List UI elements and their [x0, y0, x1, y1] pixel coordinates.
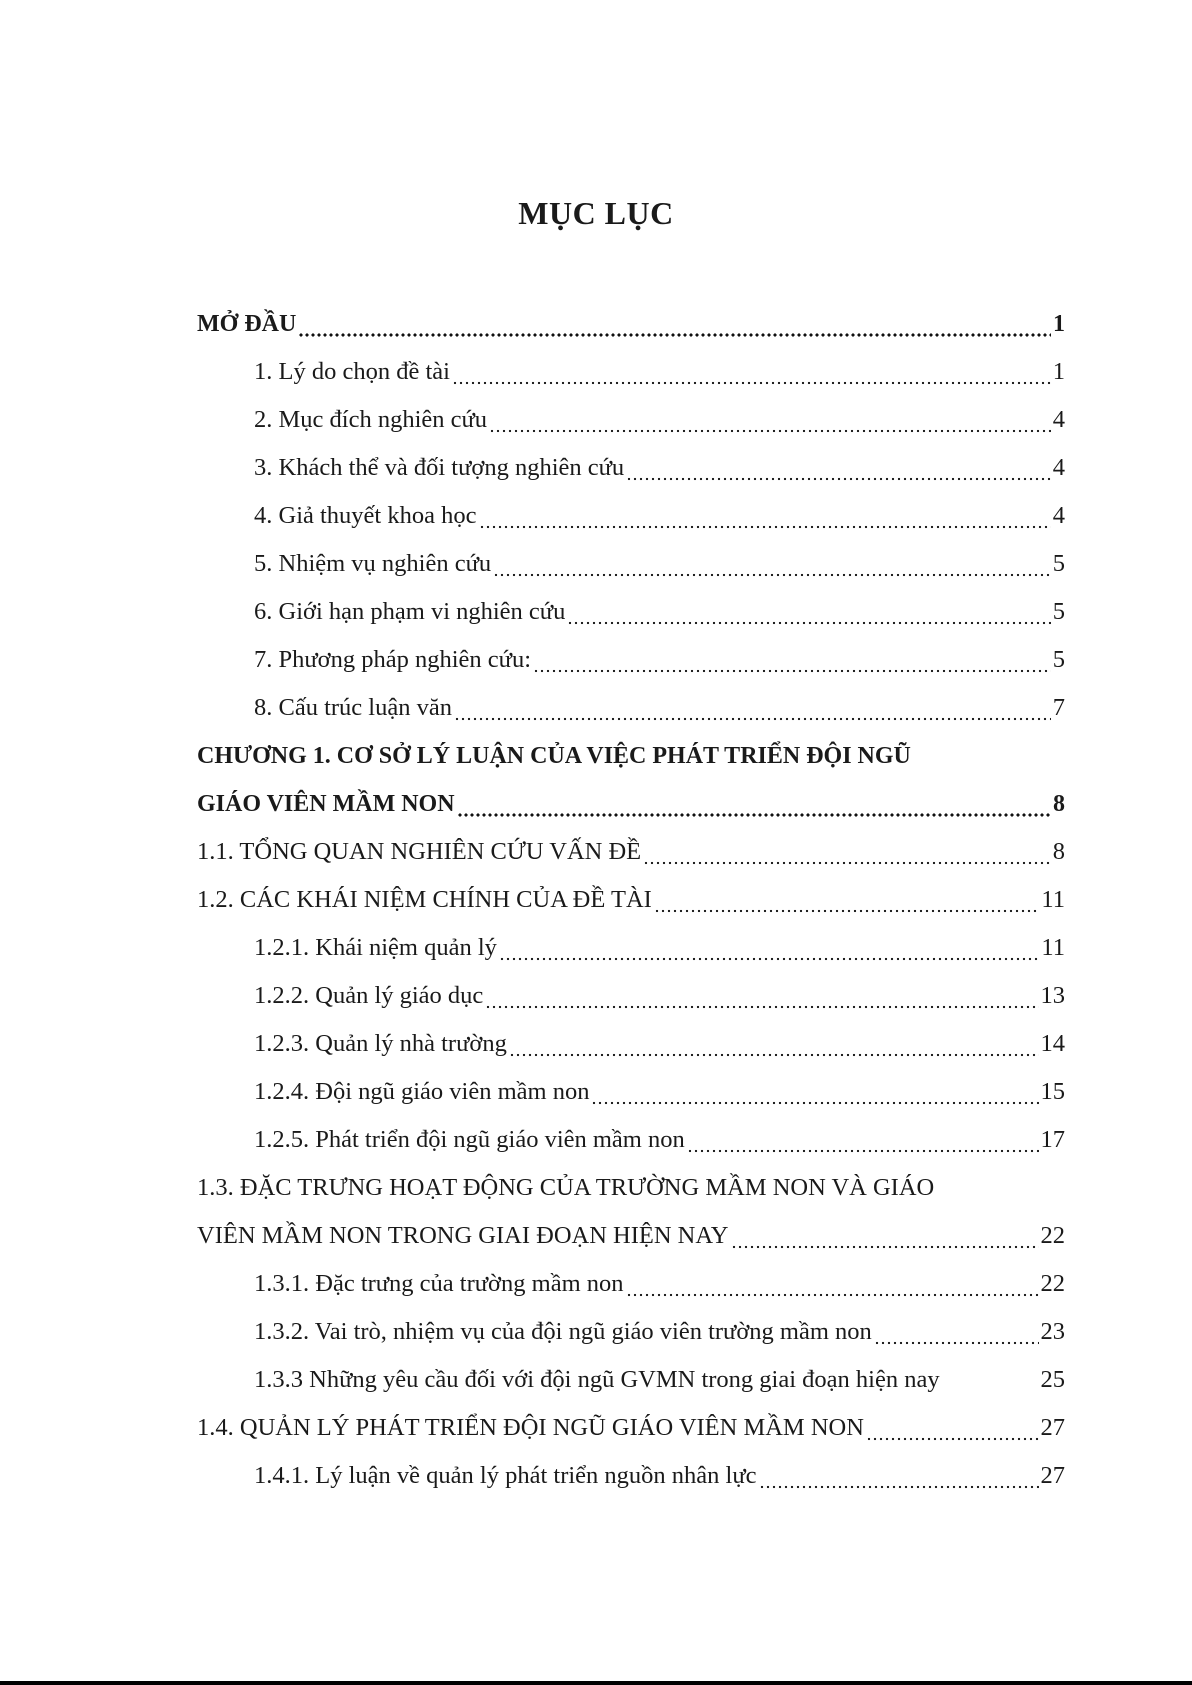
toc-dot-leader	[626, 460, 1051, 482]
toc-entry-text: 1.4.1. Lý luận về quản lý phát triển nguồn nhân lực	[254, 1462, 757, 1489]
toc-entry-text: 1.2.1. Khái niệm quản lý	[254, 934, 497, 961]
toc-dot-leader	[654, 892, 1040, 914]
page-bottom-edge	[0, 1681, 1192, 1685]
toc-dot-leader	[591, 1084, 1038, 1106]
toc-entry-text: 8. Cấu trúc luận văn	[254, 694, 452, 721]
toc-entry-text: 1.3.1. Đặc trưng của trường mầm non	[254, 1270, 624, 1297]
toc-entry[interactable]	[197, 1208, 1065, 1256]
toc-dot-leader	[454, 700, 1051, 722]
toc-entry-text: 1.2.2. Quản lý giáo dục	[254, 982, 484, 1009]
toc-page-number: 11	[1041, 886, 1065, 913]
toc-entry-text: 1.3.2. Vai trò, nhiệm vụ của đội ngũ giáo viên trường mầm non	[254, 1318, 872, 1345]
toc-page-number: 27	[1040, 1414, 1065, 1441]
toc-entry-text: 5. Nhiệm vụ nghiên cứu	[254, 550, 492, 577]
toc-entry[interactable]	[197, 1064, 1065, 1112]
toc-entry[interactable]	[197, 872, 1065, 920]
page-title: MỤC LỤC	[518, 195, 674, 231]
toc-entry[interactable]	[197, 488, 1065, 536]
toc-entry[interactable]	[197, 536, 1065, 584]
toc-entry[interactable]	[197, 680, 1065, 728]
toc-dot-leader	[533, 652, 1051, 674]
toc-entry[interactable]	[197, 1400, 1065, 1448]
toc-page-number: 5	[1052, 550, 1065, 577]
toc-entry-text: 4. Giả thuyết khoa học	[254, 502, 477, 529]
toc-entry[interactable]	[197, 392, 1065, 440]
toc-dot-leader	[489, 412, 1051, 434]
toc-dot-leader	[874, 1324, 1039, 1346]
toc-page-number: 7	[1052, 694, 1065, 721]
toc-entry[interactable]	[197, 1256, 1065, 1304]
toc-dot-leader	[457, 796, 1051, 818]
toc-entry[interactable]	[197, 728, 1065, 776]
toc-entry-text: 2. Mục đích nghiên cứu	[254, 406, 488, 433]
toc-entry-text: 1.2.3. Quản lý nhà trường	[254, 1030, 507, 1057]
toc-entry-text: 1.2.5. Phát triển đội ngũ giáo viên mầm non	[254, 1126, 685, 1153]
toc-entry[interactable]	[197, 344, 1065, 392]
toc-entry[interactable]	[197, 440, 1065, 488]
toc-dot-leader	[567, 604, 1050, 626]
toc-entry-text: GIÁO VIÊN MẦM NON	[197, 791, 455, 817]
toc-entry-text: 1.2.4. Đội ngũ giáo viên mầm non	[254, 1078, 590, 1105]
toc-dot-leader	[643, 844, 1051, 866]
toc-page-number: 13	[1040, 982, 1065, 1009]
toc-dot-leader	[493, 556, 1051, 578]
toc-page-number: 15	[1040, 1078, 1065, 1105]
toc-page-number: 5	[1052, 598, 1065, 625]
toc-entry-text: 1.1. TỔNG QUAN NGHIÊN CỨU VẤN ĐỀ	[197, 838, 642, 865]
toc-page-number: 22	[1040, 1270, 1065, 1297]
toc-page-number: 4	[1052, 406, 1065, 433]
toc-entry-text: 1.3.3 Những yêu cầu đối với đội ngũ GVMN trong giai đoạn hiện nay	[254, 1366, 940, 1393]
toc-entry[interactable]	[197, 632, 1065, 680]
toc-dot-leader	[731, 1228, 1039, 1250]
toc-entry[interactable]	[197, 776, 1065, 824]
toc-entry-text: MỞ ĐẦU	[197, 311, 297, 337]
toc-page-number: 1	[1052, 358, 1065, 385]
toc-page-number: 4	[1052, 502, 1065, 529]
toc-page-number: 17	[1040, 1126, 1065, 1153]
toc-dot-leader	[626, 1276, 1039, 1298]
toc-dot-leader	[485, 988, 1038, 1010]
toc-dot-leader	[298, 316, 1051, 338]
toc-entry[interactable]	[197, 1352, 1065, 1400]
toc-entry-text: 1.4. QUẢN LÝ PHÁT TRIỂN ĐỘI NGŨ GIÁO VIÊN MẦM NON	[197, 1414, 864, 1441]
toc-entry[interactable]	[197, 1112, 1065, 1160]
toc-page-number: 5	[1052, 646, 1065, 673]
toc-dot-leader	[479, 508, 1051, 530]
toc-entry[interactable]	[197, 920, 1065, 968]
toc-entry-text: 1.3. ĐẶC TRƯNG HOẠT ĐỘNG CỦA TRƯỜNG MẦM NON VÀ GIÁO	[197, 1174, 935, 1201]
toc-page-number: 27	[1040, 1462, 1065, 1489]
toc-page-number: 25	[1040, 1366, 1065, 1393]
toc-page-number: 8	[1052, 838, 1065, 865]
toc-page-number: 4	[1052, 454, 1065, 481]
toc-entry[interactable]	[197, 824, 1065, 872]
toc-entry[interactable]	[197, 584, 1065, 632]
toc-entry[interactable]	[197, 968, 1065, 1016]
toc-entry-text: 1.2. CÁC KHÁI NIỆM CHÍNH CỦA ĐỀ TÀI	[197, 886, 652, 913]
toc-entry-text: CHƯƠNG 1. CƠ SỞ LÝ LUẬN CỦA VIỆC PHÁT TRIỂN ĐỘI NGŨ	[197, 743, 911, 769]
toc-dot-leader	[759, 1468, 1039, 1490]
table-of-contents	[197, 296, 1065, 1496]
toc-dot-leader	[452, 364, 1051, 386]
toc-page-number: 14	[1040, 1030, 1065, 1057]
toc-entry[interactable]	[197, 1016, 1065, 1064]
toc-dot-leader	[687, 1132, 1039, 1154]
toc-entry[interactable]	[197, 1304, 1065, 1352]
toc-entry-text: 7. Phương pháp nghiên cứu:	[254, 646, 532, 673]
toc-dot-leader	[499, 940, 1039, 962]
toc-entry[interactable]	[197, 296, 1065, 344]
toc-entry-text: VIÊN MẦM NON TRONG GIAI ĐOẠN HIỆN NAY	[197, 1222, 729, 1249]
toc-entry-text: 6. Giới hạn phạm vi nghiên cứu	[254, 598, 566, 625]
toc-page-number: 8	[1053, 791, 1065, 817]
toc-entry[interactable]	[197, 1448, 1065, 1496]
toc-page-number: 11	[1041, 934, 1065, 961]
toc-page-number: 1	[1053, 311, 1065, 337]
toc-entry-text: 1. Lý do chọn đề tài	[254, 358, 450, 385]
toc-page-number: 22	[1040, 1222, 1065, 1249]
toc-dot-leader	[866, 1420, 1039, 1442]
toc-entry[interactable]	[197, 1160, 1065, 1208]
toc-page-number: 23	[1040, 1318, 1065, 1345]
toc-entry-text: 3. Khách thể và đối tượng nghiên cứu	[254, 454, 625, 481]
toc-dot-leader	[509, 1036, 1039, 1058]
